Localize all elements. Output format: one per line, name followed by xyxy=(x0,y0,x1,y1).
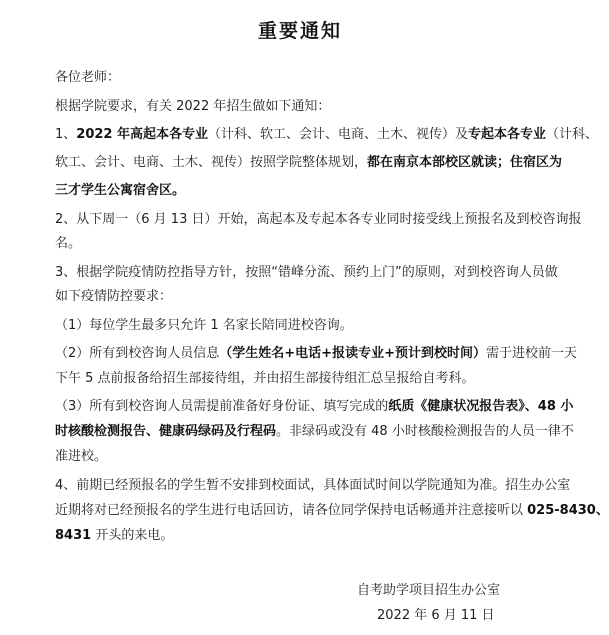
item-3-2-line-2: 下午 5 点前报备给招生部接待组，并由招生部接待组汇总呈报给自考科。 xyxy=(55,371,475,386)
item-4-text-3: 开头的来电。 xyxy=(91,528,174,543)
item-4-phone-1: 025-8430、 xyxy=(527,503,609,518)
item-3-2-text-1: （2）所有到校咨询人员信息 xyxy=(55,346,220,361)
signature-date: 2022 年 6 月 11 日 xyxy=(377,608,495,623)
item-3-3-bold-1: 纸质《健康状况报告表》、48 小 xyxy=(388,399,574,414)
item-1-line-2 xyxy=(55,155,562,171)
item-1-bold-1: 2022 年高起本各专业 xyxy=(76,127,208,142)
item-1-bold-4: 三才学生公寓宿舍区。 xyxy=(55,183,186,198)
item-3-line-2: 如下疫情防控要求： xyxy=(55,289,173,304)
signature-office: 自考助学项目招生办公室 xyxy=(357,583,501,598)
item-3-2-line-1 xyxy=(55,346,577,362)
item-2-line-2: 名。 xyxy=(55,236,82,251)
item-3-2-bold-1: （学生姓名+电话+报读专业+预计到校时间） xyxy=(219,346,486,361)
item-1-bold-2: 专起本各专业 xyxy=(468,127,547,142)
item-3-3-line-2 xyxy=(55,424,574,440)
item-1-line-3 xyxy=(55,183,185,199)
item-3-line-1: 3、根据学院疫情防控指导方针，按照“错峰分流、预约上门”的原则，对到校咨询人员做 xyxy=(55,265,558,280)
item-4-line-1: 4、前期已经预报名的学生暂不安排到校面试，具体面试时间以学院通知为准。招生办公室 xyxy=(55,478,571,493)
item-4-line-3 xyxy=(55,528,173,544)
item-3-3-text-1: （3）所有到校咨询人员需提前准备好身份证、填写完成的 xyxy=(55,399,389,414)
item-3-1-line: （1）每位学生最多只允许 1 名家长陪同进校咨询。 xyxy=(55,318,353,333)
item-1-line-1 xyxy=(55,127,598,143)
item-3-3-text-2: 。非绿码或没有 48 小时核酸检测报告的人员一律不 xyxy=(276,424,574,439)
notice-title: 重要通知 xyxy=(257,20,342,42)
item-4-line-2 xyxy=(55,503,609,519)
item-1-bold-3: 都在南京本部校区就读；住宿区为 xyxy=(367,155,563,170)
item-4-text-2: 近期将对已经预报名的学生进行电话回访，请各位同学保持电话畅通并注意接听以 xyxy=(55,503,528,518)
item-1-text-2: （计科、 xyxy=(546,127,599,142)
item-2-line-1: 2、从下周一（6 月 13 日）开始，高起本及专起本各专业同时接受线上预报名及到校咨询报 xyxy=(55,212,582,227)
item-1-text-1: （计科、软工、会计、电商、土木、视传）及 xyxy=(208,127,469,142)
intro-line: 根据学院要求，有关 2022 年招生做如下通知： xyxy=(55,99,331,114)
item-3-3-bold-2: 时核酸检测报告、健康码绿码及行程码 xyxy=(55,424,277,439)
item-1-text-3: 软工、会计、电商、土木、视传）按照学院整体规划， xyxy=(55,155,368,170)
item-3-3-line-1 xyxy=(55,399,573,415)
salutation: 各位老师： xyxy=(55,70,121,85)
item-1-prefix: 1、 xyxy=(55,127,77,142)
item-3-2-text-2: 需于进校前一天 xyxy=(485,346,577,361)
item-4-phone-2: 8431 xyxy=(55,528,92,543)
item-3-3-line-3: 准进校。 xyxy=(55,449,108,464)
